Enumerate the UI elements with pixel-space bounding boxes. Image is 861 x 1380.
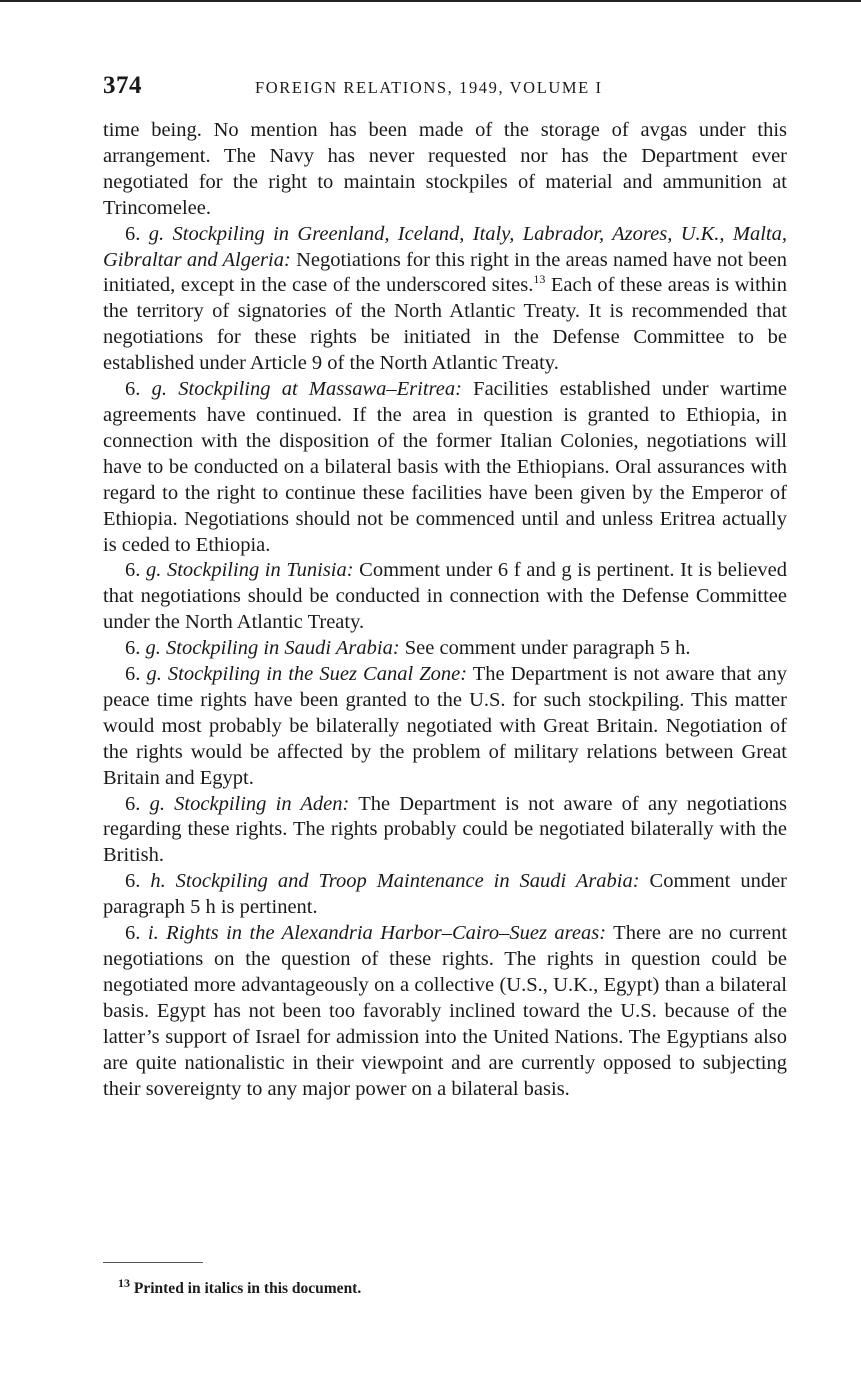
paragraph-text: time being. No mention has been made of the storage of avgas under this arrangement. The Navy has never requested nor has the Department ever negotiated for the right to maintain stockpiles of material and ammunition at Trincomelee. [103, 119, 787, 219]
paragraph-heading: g. Stockpiling in Greenland, Iceland, Italy, Labrador, Azores, U.K., Malta, Gibraltar and Algeria: [103, 222, 788, 271]
paragraph-greenland-stockpiling [103, 222, 787, 377]
paragraph-text: The Department is not aware that any peace time rights have been granted to the U.S. for such stockpiling. This matter would most probably be bilaterally negotiated with Great Britain. Negotiation of the rights would be affected by the problem of military relations between Great Britain and Egypt. [103, 663, 787, 789]
paragraph-saudi-troop-maintenance [103, 869, 787, 921]
paragraph-suez-stockpiling [103, 662, 787, 792]
paragraph-heading: g. Stockpiling in Aden: [149, 792, 350, 815]
paragraph-heading: g. Stockpiling in Tunisia: [145, 559, 354, 582]
paragraph-text: There are no current negotiations on the question of these rights. The rights in question could be negotiated more advantageously on a collective (U.S., U.K., Egypt) than a bilateral basis. Egypt has not been too favorably inclined toward the U.S. because of the latter’s support of Israel for admission into the United Nations. The Egyptians also are quite nationalistic in their viewpoint and are currently opposed to subjecting their sovereignty to any major power on a bilateral basis. [103, 922, 788, 1100]
paragraph-lead: 6. [125, 637, 146, 660]
paragraph-heading: i. Rights in the Alexandria Harbor–Cairo–Suez areas: [147, 922, 607, 945]
paragraph-text: Negotiations for this right in the areas named have not been initiated, except in the case of the underscored sites. [103, 248, 787, 297]
paragraph-lead: 6. [125, 870, 151, 893]
paragraph-text: Comment under 6 f and g is pertinent. It is believed that negotiations should be conducted in connection with the Defense Committee under the North Atlantic Treaty. [103, 559, 787, 634]
paragraph-lead: 6. [125, 663, 147, 686]
paragraph-alexandria-rights [103, 921, 787, 1102]
paragraph-tunisia-stockpiling [103, 558, 787, 636]
footnote-marker: 13 [118, 1275, 130, 1290]
footnote-text: Printed in italics in this document. [130, 1280, 362, 1297]
paragraph-heading: h. Stockpiling and Troop Maintenance in Saudi Arabia: [150, 870, 640, 893]
paragraph-text: Comment under paragraph 5 h is pertinent. [103, 870, 787, 919]
paragraph-lead: 6. [125, 922, 148, 945]
running-head: FOREIGN RELATIONS, 1949, VOLUME I [255, 78, 603, 97]
paragraph-heading: g. Stockpiling in Saudi Arabia: [145, 637, 400, 660]
footnote-rule [103, 1262, 203, 1263]
paragraph-lead: 6. [125, 222, 149, 245]
paragraph-massawa-stockpiling [103, 377, 787, 558]
paragraph-continuation [103, 118, 787, 222]
paragraph-saudi-stockpiling [103, 636, 787, 662]
top-border-rule [0, 0, 861, 2]
paragraph-aden-stockpiling [103, 792, 787, 870]
paragraph-heading: g. Stockpiling at Massawa–Eritrea: [151, 378, 462, 401]
paragraph-text-continued: Each of these areas is within the territory of signatories of the North Atlantic Treaty. It is recommended that negotiations for these rights be initiated in the Defense Committee to be established under Article 9 of the North Atlantic Treaty. [103, 274, 787, 375]
paragraph-text: See comment under paragraph 5 h. [399, 637, 691, 660]
paragraph-lead: 6. [125, 378, 152, 401]
page-number: 374 [103, 72, 142, 99]
footnote-reference: 13 [533, 272, 546, 287]
page-header [103, 72, 787, 106]
paragraph-lead: 6. [125, 792, 150, 815]
body-text [103, 118, 787, 1102]
paragraph-heading: g. Stockpiling in the Suez Canal Zone: [146, 663, 468, 686]
paragraph-text: The Department is not aware of any negotiations regarding these rights. The rights probably could be negotiated bilaterally with the British. [103, 792, 787, 867]
paragraph-text: Facilities established under wartime agreements have continued. If the area in question is granted to Ethiopia, in connection with the disposition of the former Italian Colonies, negotiations will have to be conducted on a bilateral basis with the Ethiopians. Oral assurances with regard to the right to continue these facilities have been given by the Emperor of Ethiopia. Negotiations should not be commenced until and unless Eritrea actually is ceded to Ethiopia. [103, 378, 787, 556]
footnote [118, 1275, 362, 1298]
paragraph-lead: 6. [125, 559, 146, 582]
